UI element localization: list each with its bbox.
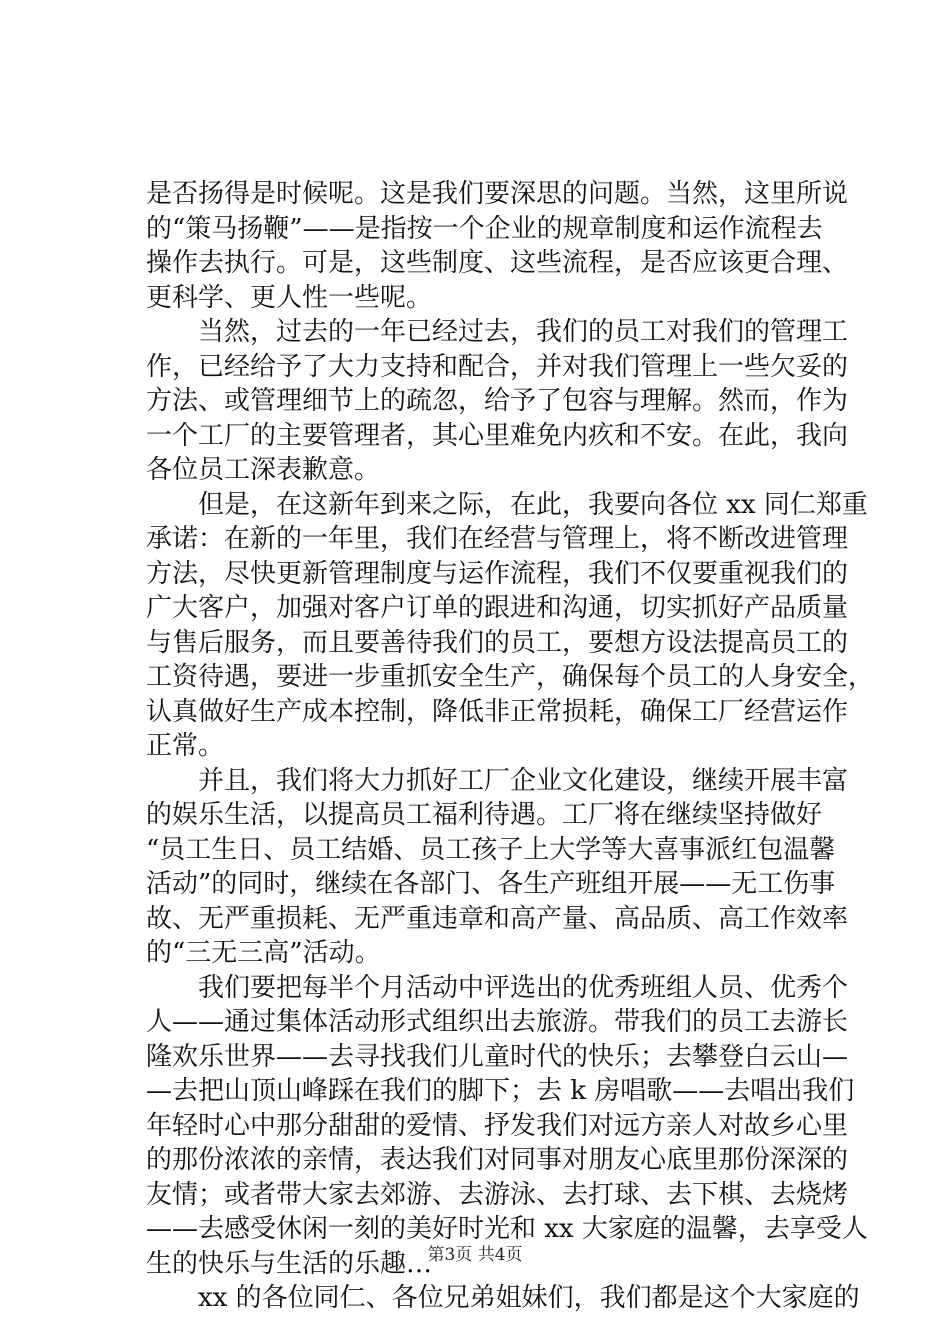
text-line: 操作去执行。可是，这些制度、这些流程，是否应该更合理、 [146,248,849,278]
text-line: 的那份浓浓的亲情，表达我们对同事对朋友心底里那份深深的 [146,1145,849,1175]
text-line: 但是，在这新年到来之际，在此，我要向各位 xx 同仁郑重 [146,489,868,520]
text-line: xx 的各位同仁、各位兄弟姐妹们，我们都是这个大家庭的 [146,1283,860,1313]
text-line: 并且，我们将大力抓好工厂企业文化建设，继续开展丰富 [146,765,849,796]
text-line: 活动”的同时，继续在各部门、各生产班组开展——无工伤事 [146,869,836,899]
text-line: —去把山顶山峰踩在我们的脚下；去 k 房唱歌——去唱出我们 [146,1076,855,1106]
text-line: 认真做好生产成本控制，降低非正常损耗，确保工厂经营运作 [146,696,849,727]
text-line: ——去感受休闲一刻的美好时光和 xx 大家庭的温馨，去享受人 [146,1214,868,1244]
text-line: 是否扬得是时候呢。这是我们要深思的问题。当然，这里所说 [146,179,849,209]
text-line: 年轻时心中那分甜甜的爱情、抒发我们对远方亲人对故乡心里 [146,1110,849,1141]
text-line: 的“三无三高”活动。 [146,938,381,968]
text-line: 正常。 [146,731,225,761]
text-line: 广大客户，加强对客户订单的跟进和沟通，切实抓好产品质量 [146,593,849,623]
text-line: 一个工厂的主要管理者，其心里难免内疚和不安。在此，我向 [146,420,849,451]
text-line: “员工生日、员工结婚、员工孩子上大学等大喜事派红包温馨 [146,834,836,865]
text-line: 的“策马扬鞭”——是指按一个企业的规章制度和运作流程去 [146,213,823,244]
text-line: 方法、或管理细节上的疏忽，给予了包容与理解。然而，作为 [146,386,849,416]
text-line: 更科学、更人性一些呢。 [146,282,433,313]
text-line: 方法，尽快更新管理制度与运作流程，我们不仅要重视我们的 [146,558,849,589]
text-line: 友情；或者带大家去郊游、去游泳、去打球、去下棋、去烧烤 [146,1179,849,1210]
page-number-footer: 第3页 共4页 [427,1245,523,1265]
text-line: 人——通过集体活动形式组织出去旅游。带我们的员工去游长 [146,1007,849,1037]
text-line: 生的快乐与生活的乐趣… [146,1248,433,1279]
text-line: 工资待遇，要进一步重抓安全生产，确保每个员工的人身安全， [146,662,875,692]
text-line: 当然，过去的一年已经过去，我们的员工对我们的管理工 [146,317,849,347]
text-line: 的娱乐生活，以提高员工福利待遇。工厂将在继续坚持做好 [146,800,823,830]
text-line: 我们要把每半个月活动中评选出的优秀班组人员、优秀个 [146,972,849,1003]
text-line: 承诺：在新的一年里，我们在经营与管理上，将不断改进管理 [146,524,849,554]
text-line: 与售后服务，而且要善待我们的员工，要想方设法提高员工的 [146,627,849,658]
text-line: 隆欢乐世界——去寻找我们儿童时代的快乐；去攀登白云山— [146,1041,849,1072]
document-body [146,177,875,1316]
text-line: 作，已经给予了大力支持和配合，并对我们管理上一些欠妥的 [146,351,849,382]
text-line: 故、无严重损耗、无严重违章和高产量、高品质、高工作效率 [146,903,849,934]
text-line: 各位员工深表歉意。 [146,455,381,485]
